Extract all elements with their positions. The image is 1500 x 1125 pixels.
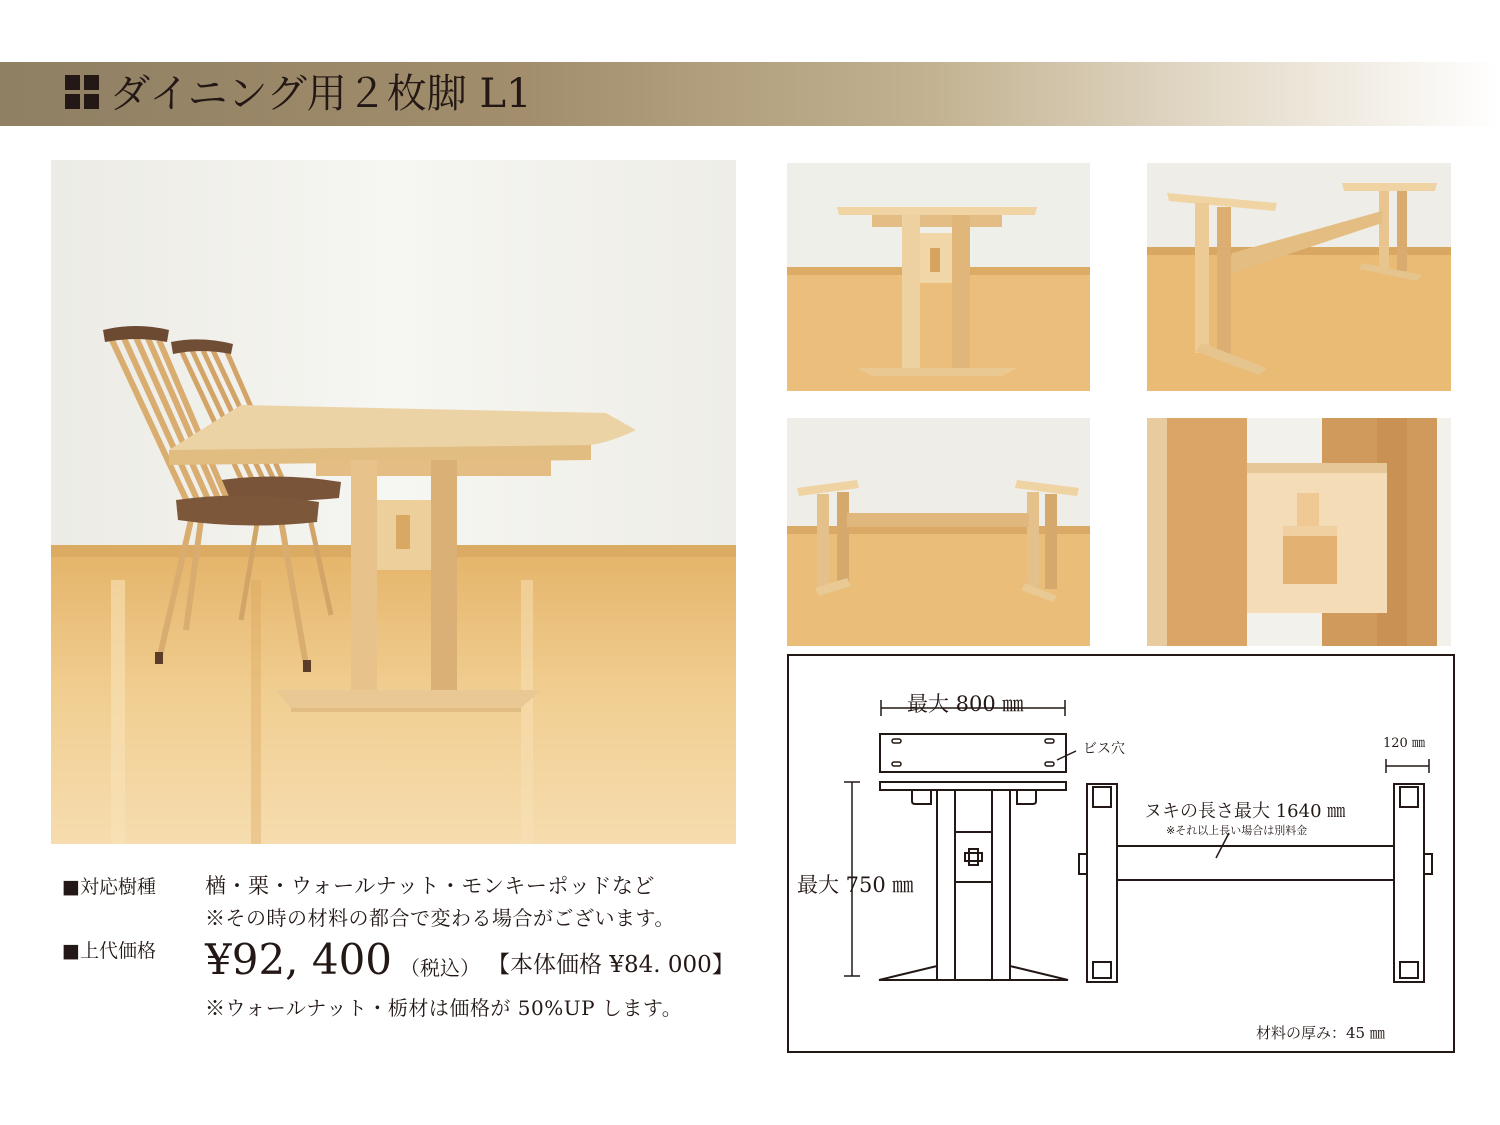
photo-end-view xyxy=(787,163,1090,391)
page-title: ダイニング用２枚脚 L1 xyxy=(110,71,532,117)
leg-width-label: 120 ㎜ xyxy=(1383,736,1425,751)
wood-species-label: ■対応樹種 xyxy=(62,876,156,898)
nuki-extra-cost-note: ※それ以上長い場合は別料金 xyxy=(1166,824,1308,837)
title-banner xyxy=(0,62,1500,126)
main-table-photo xyxy=(51,160,736,844)
photo-side-view xyxy=(787,418,1090,646)
photo-joint-closeup xyxy=(1147,418,1451,646)
screw-hole-label: ビス穴 xyxy=(1083,741,1125,757)
photo-angled-view xyxy=(1147,163,1451,391)
price-tax-note: （税込） xyxy=(400,956,480,980)
wood-species-value: 楢・栗・ウォールナット・モンキーポッドなど xyxy=(205,874,655,898)
height-dimension-label: 最大 750 ㎜ xyxy=(797,873,914,897)
nuki-length-label: ヌキの長さ最大 1640 ㎜ xyxy=(1144,801,1346,822)
price-value: ¥92, 400 xyxy=(205,935,393,984)
four-squares-icon xyxy=(65,75,101,111)
technical-drawing xyxy=(787,654,1455,1053)
price-note: ※ウォールナット・栃材は価格が 50%UP します。 xyxy=(205,996,683,1020)
base-price: 【本体価格 ¥84. 000】 xyxy=(487,952,735,978)
wood-species-note: ※その時の材料の都合で変わる場合がございます。 xyxy=(205,906,675,930)
width-dimension-label: 最大 800 ㎜ xyxy=(907,692,1024,716)
price-label: ■上代価格 xyxy=(62,940,156,962)
material-thickness-label: 材料の厚み：45 ㎜ xyxy=(1256,1024,1385,1042)
